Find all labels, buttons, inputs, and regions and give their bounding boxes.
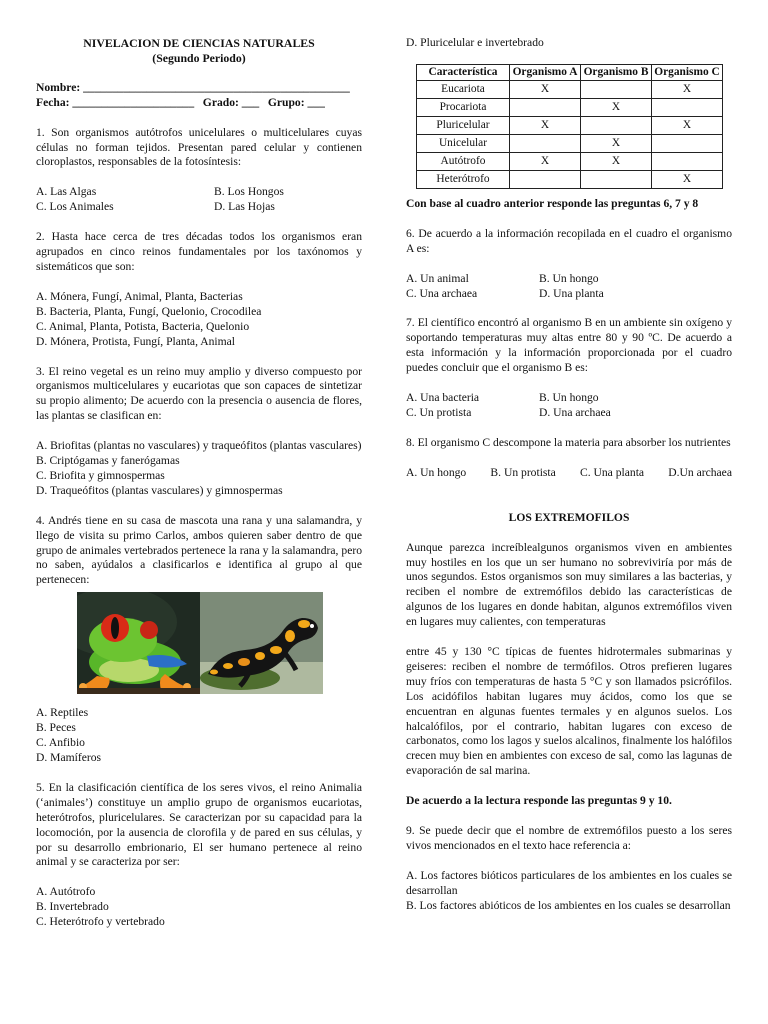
table-cell [510,134,581,152]
q6-options [406,272,732,302]
table-cell: Unicelular [417,134,510,152]
q6-option-a: A. Un animal [406,271,469,285]
q3-option-a: A. Briofitas (plantas no vasculares) y traqueófitos (plantas vasculares) [36,439,362,453]
q9-option-b: B. Los factores abióticos de los ambientes en los cuales se desarrollan [406,898,731,912]
table-cell [581,170,652,188]
table-cell [581,116,652,134]
q2-option-d: D. Mónera, Protista, Fungí, Planta, Animal [36,334,236,348]
fecha-grado-grupo-field: Fecha: _____________________ Grado: ___ Grupo: ___ [36,95,325,109]
q8-option-c: C. Una planta [579,465,645,479]
table-cell: X [581,152,652,170]
reading-title: LOS EXTREMOFILOS [508,510,630,524]
table-cell: Eucariota [417,80,510,98]
q9-text: 9. Se puede decir que el nombre de extremófilos puesto a los seres vivos mencionados en el texto hace referencia a: [406,824,732,852]
q8-option-b: B. Un protista [490,465,556,479]
q2-option-b: B. Bacteria, Planta, Fungí, Quelonio, Crocodilea [36,304,262,318]
instructions-9-10: De acuerdo a la lectura responde las preguntas 9 y 10. [406,794,672,808]
q8-text: 8. El organismo C descompone la materia para absorber los nutrientes [406,435,731,449]
nombre-field: Nombre: ______________________________________________ [36,80,350,94]
right-column [406,36,732,914]
q8-option-d: D.Un archaea [668,465,732,479]
table-cell: X [581,98,652,116]
q1-option-c: C. Los Animales [36,200,114,214]
table-cell [652,98,723,116]
table-cell: X [652,170,723,188]
table-cell: Pluricelular [417,116,510,134]
page-subtitle: (Segundo Periodo) [152,50,246,65]
instructions-6-7-8: Con base al cuadro anterior responde las preguntas 6, 7 y 8 [406,196,699,210]
q6-option-c: C. Una archaea [406,286,478,300]
q8-options [406,466,732,481]
table-cell: X [510,152,581,170]
q7-text: 7. El científico encontró al organismo B en un ambiente sin oxígeno y soportando temperaturas muy altas entre 80 y 90 ºC. De acuerdo a esta información y la información proporcionada por el cuadro puedes concluir que el organismo B es: [406,316,732,375]
q7-option-d: D. Una archaea [539,405,611,419]
table-cell: X [652,116,723,134]
reading-paragraph-2: entre 45 y 130 °C típicas de fuentes hidrotermales submarinas y geiseres: reciben el nombre de termófilos. Otros prefieren lugares muy fríos con temperaturas de hasta 5 °C y son llamados psicrófilos. Los acidófilos habitan lugares muy ácidos, como los que se encuentran en algunas fuentes termales y en algunos suelos. Los halcalófilos, por el contrario, habitan lugares con exceso de carbonatos, como los lagos y suelos alcalinos, finalmente los halófilos crecen muy bien en ambientes con exceso de sal, como las lagunas de evaporación de sal marina. [406,645,732,778]
table-cell: Autótrofo [417,152,510,170]
q4-option-a: A. Reptiles [36,706,89,720]
q4-option-c: C. Anfibio [36,736,85,750]
q5-option-c: C. Heterótrofo y vertebrado [36,915,165,929]
frog-image [77,592,200,694]
q7-option-c: C. Un protista [406,405,472,419]
q1-option-b: B. Los Hongos [214,185,284,199]
table-cell: X [581,134,652,152]
q1-option-a: A. Las Algas [36,185,97,199]
q3-option-c: C. Briofita y gimnospermas [36,468,165,482]
table-cell [510,98,581,116]
q6-option-d: D. Una planta [539,286,604,300]
q6-text: 6. De acuerdo a la información recopilada en el cuadro el organismo A es: [406,226,732,255]
q5-option-b: B. Invertebrado [36,900,109,914]
table-cell [581,80,652,98]
table-row [417,116,723,134]
organism-table [416,64,723,189]
page-title: NIVELACION DE CIENCIAS NATURALES [83,36,315,50]
q5-option-a: A. Autótrofo [36,885,96,899]
q6-option-b: B. Un hongo [539,271,599,285]
left-column [36,36,362,930]
q9-option-a: A. Los factores bióticos particulares de los ambientes en los cuales se desarrollan [406,868,732,897]
salamander-image [200,592,323,694]
table-header-org-b: Organismo B [581,64,652,80]
q2-option-c: C. Animal, Planta, Potista, Bacteria, Quelonio [36,319,250,333]
table-row [417,152,723,170]
q4-text: 4. Andrés tiene en su casa de mascota una rana y una salamandra, y llego de visita su primo Carlos, ambos quieren saber dentro de que grupo de animales vertebrados pertenece la rana y la salamandra, pero no saben, ayúdalos a clasificarlos e identifica al grupo al que pertenecen: [36,513,362,587]
table-cell [652,152,723,170]
table-header-row [417,64,723,80]
q1-option-d: D. Las Hojas [214,200,275,214]
table-cell [652,134,723,152]
table-cell [510,170,581,188]
table-row [417,80,723,98]
q3-option-d: D. Traqueófitos (plantas vasculares) y gimnospermas [36,483,283,497]
table-cell: Procariota [417,98,510,116]
table-header-caracteristica: Característica [417,64,510,80]
q7-options [406,391,732,421]
table-row [417,134,723,152]
reading-paragraph-1: Aunque parezca increíblealgunos organismos viven en ambientes muy hostiles en los que un ser humano no sobreviviría por más de unos segundos. Estos organismos son muy similares a las bacterias, y reciben el nombre de extremófilos debido las características de algunos de los lugares en donde habitan, algunos extremófilos viven en lugares muy calientes, con temperaturas [406,540,732,629]
q7-option-a: A. Una bacteria [406,391,480,405]
q3-text: 3. El reino vegetal es un reino muy amplio y diverso compuesto por organismos multicelulares y eucariotas que son capaces de sintetizar su propio alimento; De acuerdo con la presencia o ausencia de flores, las plantas se clasifican en: [36,364,362,423]
q1-options [36,185,362,215]
table-row [417,170,723,188]
table-cell: X [652,80,723,98]
table-row [417,98,723,116]
q4-option-b: B. Peces [36,721,76,735]
q4-option-d: D. Mamíferos [36,751,102,764]
q2-text: 2. Hasta hace cerca de tres décadas todos los organismos eran agrupados en cinco reinos fundamentales por los taxónomos y sistemáticos que son: [36,230,362,273]
table-header-org-a: Organismo A [510,64,581,80]
q7-option-b: B. Un hongo [539,391,599,405]
animal-images [77,592,362,694]
table-cell: Heterótrofo [417,170,510,188]
q5-text: 5. En la clasificación científica de los seres vivos, el reino Animalia (‘animales’) constituye un amplio grupo de organismos eucariotas, heterótrofos, pluricelulares. Se caracterizan por su capacidad para la locomoción, por la ausencia de clorofila y de pared en sus células, y por su desarrollo embrionario, El ser humano pertenece al reino animal y se caracteriza por ser: [36,780,362,869]
q8-option-a: A. Un hongo [406,465,467,479]
q2-option-a: A. Mónera, Fungí, Animal, Planta, Bacterias [36,289,243,303]
q3-option-b: B. Criptógamas y fanerógamas [36,454,180,468]
q1-text: 1. Son organismos autótrofos unicelulares o multicelulares cuyas células no forman tejidos. Presentan pared celular y contienen cloroplastos, responsables de la fotosíntesis: [36,125,362,169]
table-cell: X [510,80,581,98]
table-header-org-c: Organismo C [652,64,723,80]
q5-option-d: D. Pluricelular e invertebrado [406,36,544,49]
table-cell: X [510,116,581,134]
